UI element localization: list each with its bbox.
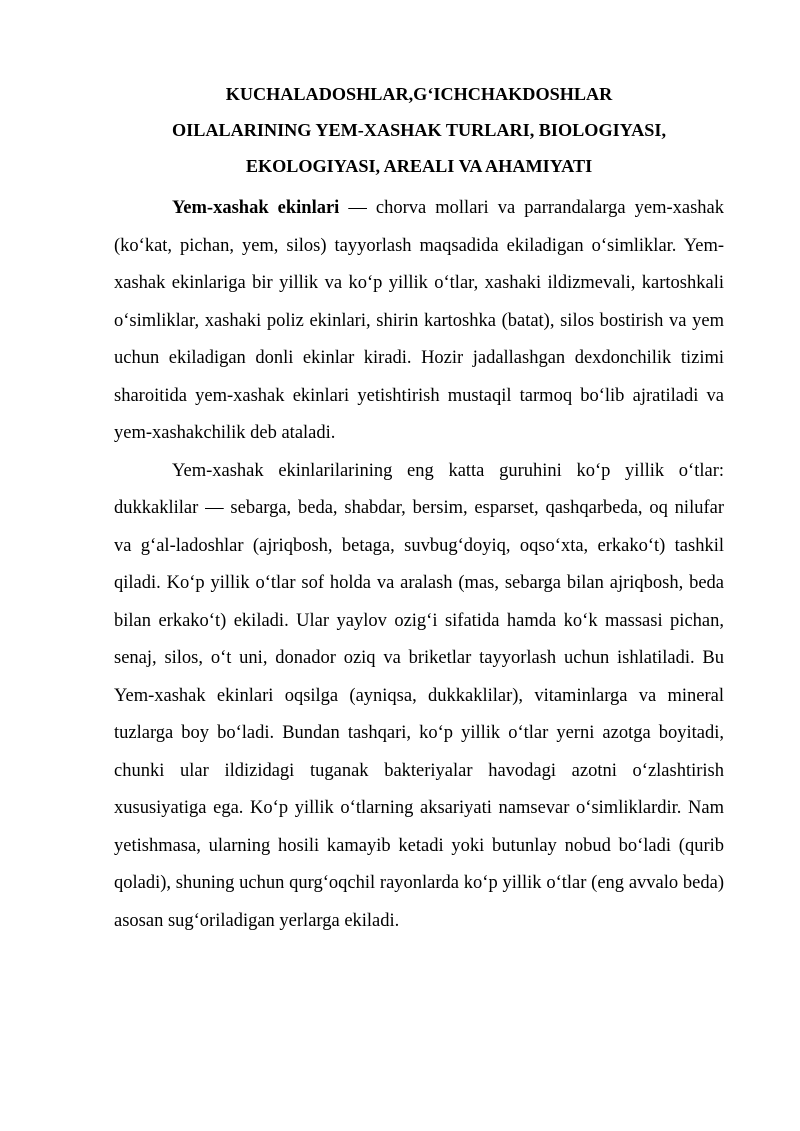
title-line-3: EKOLOGIYASI, AREALI VA AHAMIYATI bbox=[245, 156, 593, 176]
paragraph-2-text: Yem-xashak ekinlarilarining eng katta guruhini ko‘p yillik o‘tlar: dukkaklilar — sebarga, beda, shabdar, bersim, esparset, qashqarbeda, oq nilufar va g‘al-ladoshlar (ajriqbosh, betaga, suvbug‘doyiq, oqso‘xta, erkako‘t) tashkil qiladi. Ko‘p yillik o‘tlar sof holda va aralash (mas, sebarga bilan ajriqbosh, beda bilan erkako‘t) ekiladi. Ular yaylov ozig‘i sifatida hamda ko‘k massasi pichan, senaj, silos, o‘t uni, donador oziq va briketlar tayyorlash uchun ishlatiladi. Bu Yem-xashak ekinlari oqsilga (ayniqsa, dukkaklilar), vitaminlarga va mineral tuzlarga boy bo‘ladi. Bundan tashqari, ko‘p yillik o‘tlar yerni azotga boyitadi, chunki ular ildizidagi tuganak bakteriyalar havodagi azotni o‘zlashtirish xususiyatiga ega. Ko‘p yillik o‘tlarning aksariyati namsevar o‘simliklardir. Nam yetishmasa, ularning hosili kamayib ketadi yoki butunlay nobud bo‘ladi (qurib qoladi), shuning uchun qurg‘oqchil rayonlarda ko‘p yillik o‘tlar (eng avvalo beda) asosan sug‘oriladigan yerlarga ekiladi. bbox=[114, 460, 724, 931]
document-page bbox=[114, 76, 724, 940]
document-title bbox=[114, 76, 724, 184]
paragraph-2 bbox=[114, 453, 724, 941]
paragraph-1-lead-term: Yem-xashak ekinlari bbox=[172, 198, 340, 218]
title-line-2: OILALARINING YEM-XASHAK TURLARI, BIOLOGIYASI, bbox=[171, 120, 667, 140]
paragraph-1-text: — chorva mollari va parrandalarga yem-xashak (ko‘kat, pichan, yem, silos) tayyorlash maqsadida ekiladigan o‘simliklar. Yem-xashak ekinlariga bir yillik va ko‘p yillik o‘tlar, xashaki ildizmevali, kartoshkali o‘simliklar, xashaki poliz ekinlari, shirin kartoshka (batat), silos bostirish va yem uchun ekiladigan donli ekinlar kiradi. Hozir jadallashgan dexdonchilik tizimi sharoitida yem-xashak ekinlari yetishtirish mustaqil tarmoq bo‘lib ajratiladi va yem-xashakchilik deb ataladi. bbox=[114, 198, 724, 443]
title-line-1: KUCHALADOSHLAR,G‘ICHCHAKDOSHLAR bbox=[225, 84, 613, 104]
paragraph-1 bbox=[114, 190, 724, 453]
